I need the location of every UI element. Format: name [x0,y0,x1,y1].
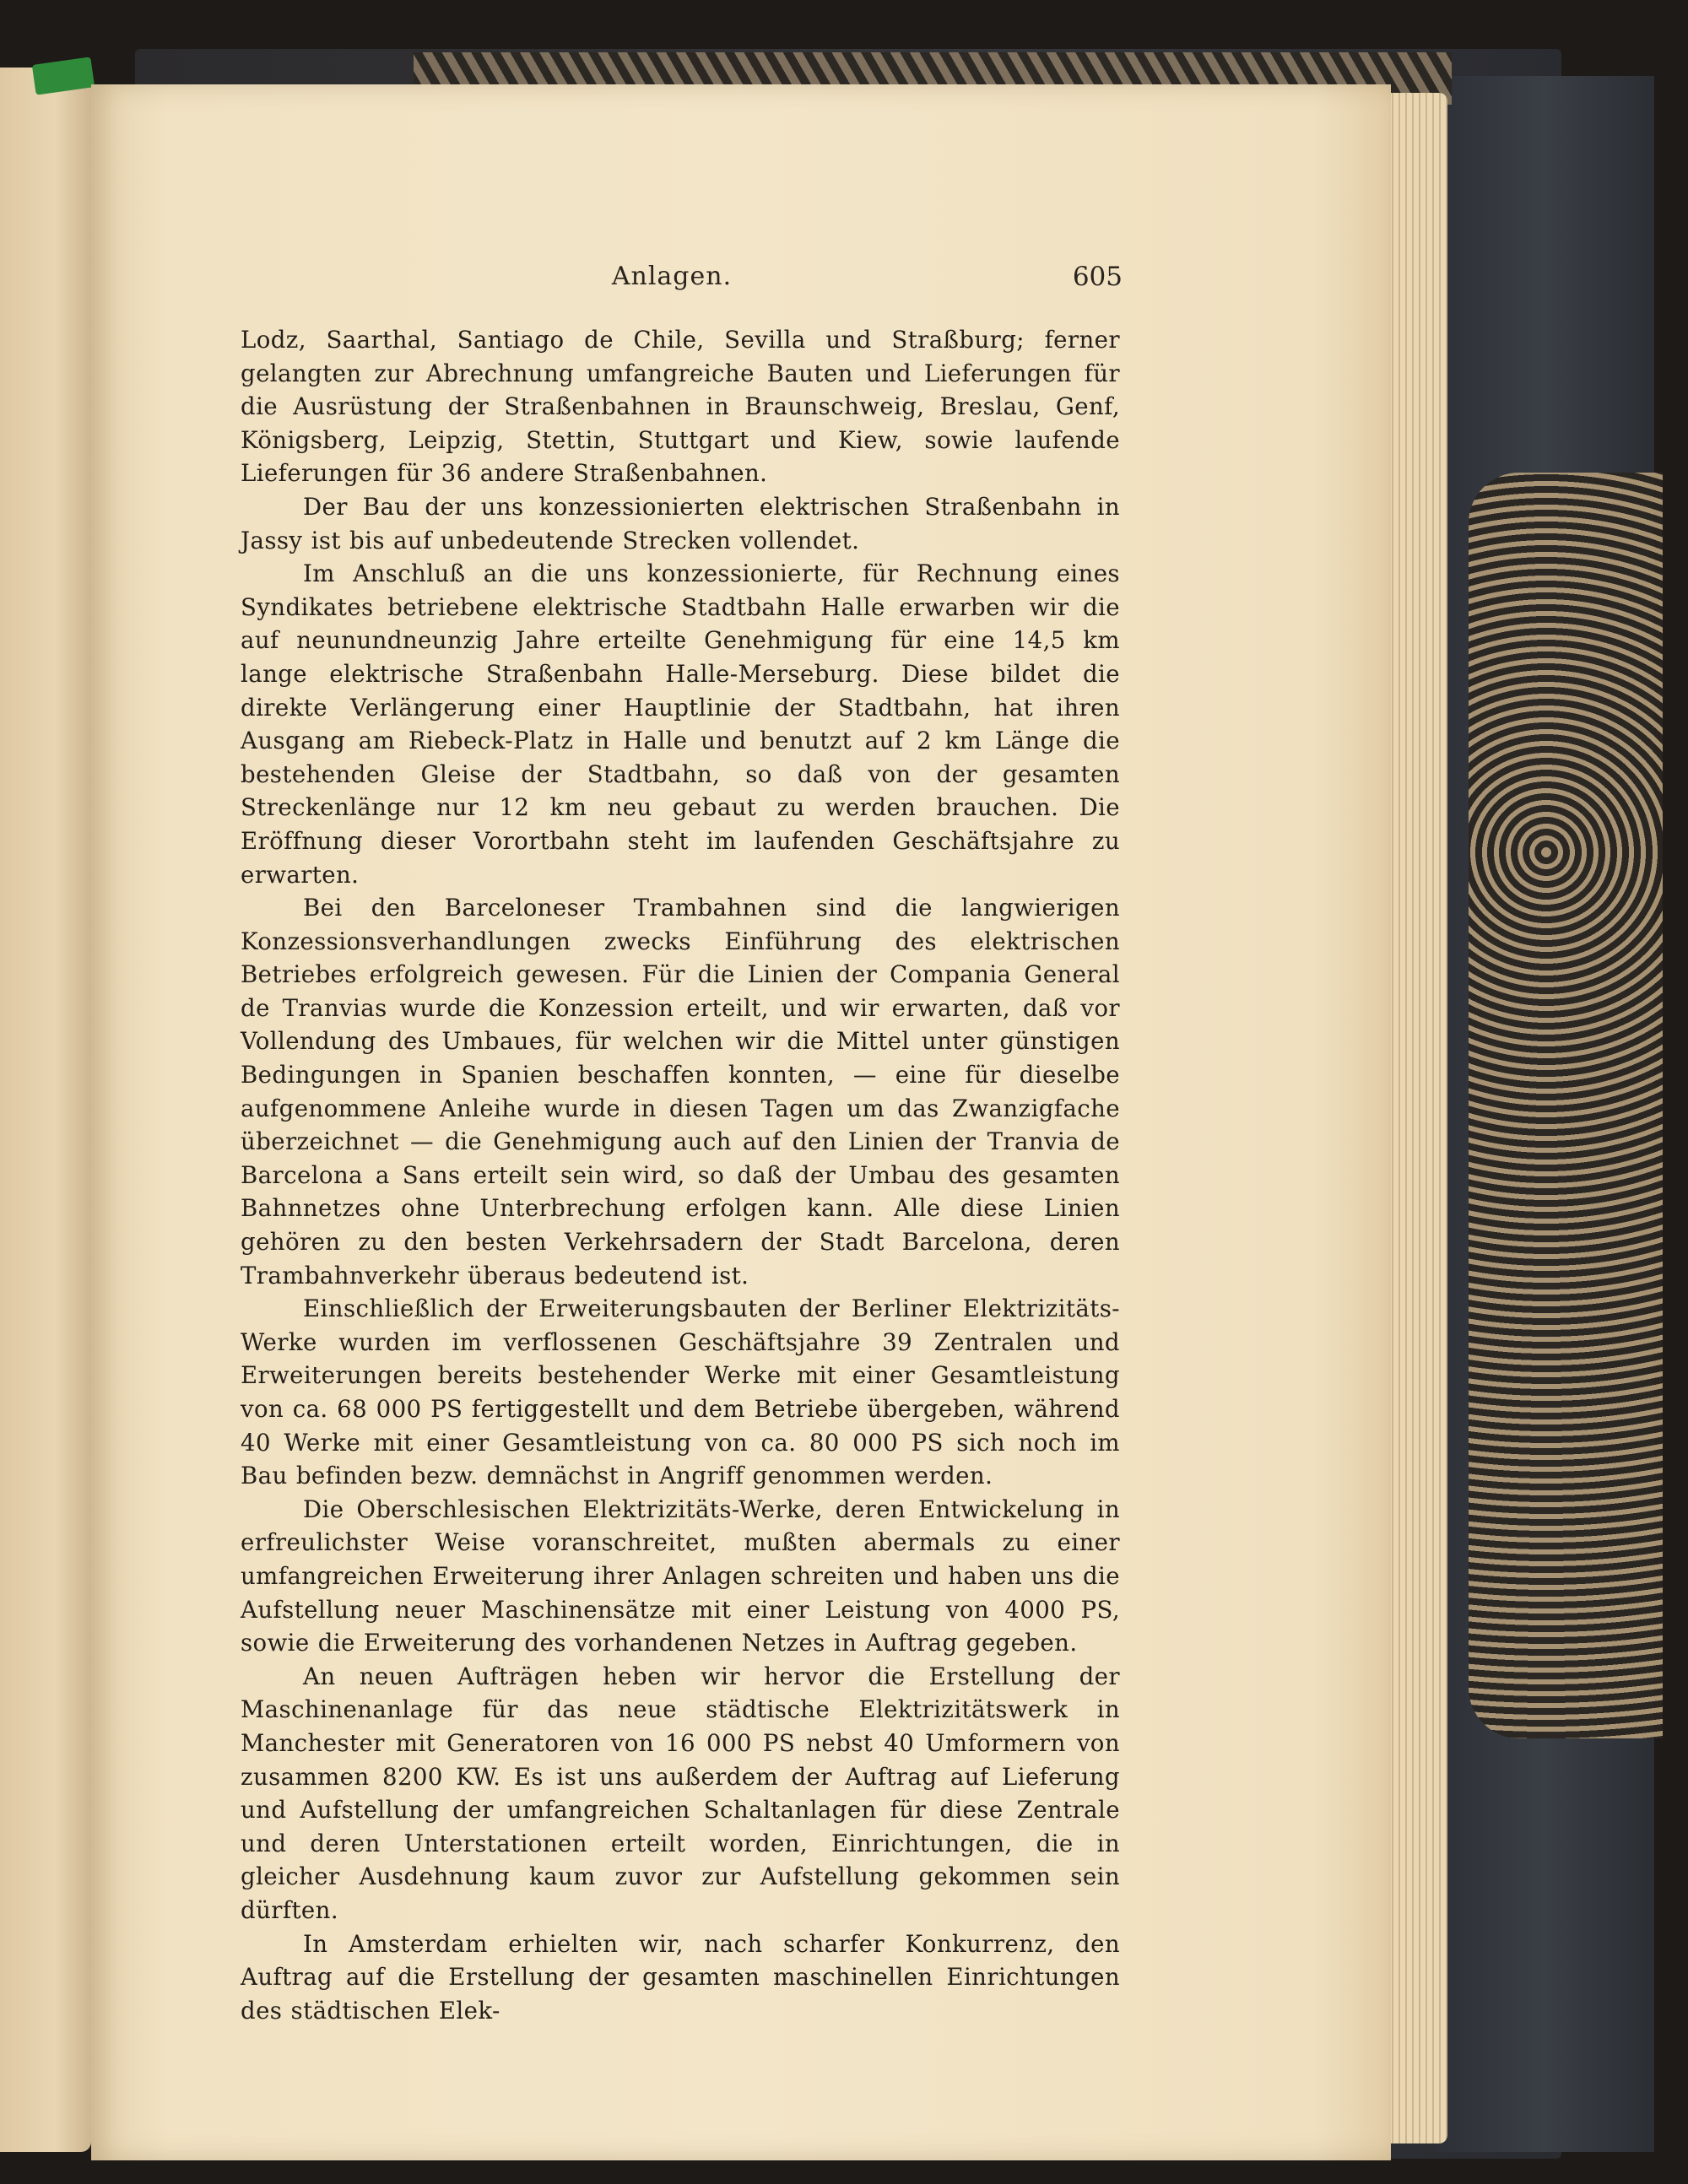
facing-page-edge [0,68,91,2152]
page-number: 605 [1072,262,1123,292]
paragraph: Die Oberschlesischen Elektrizitäts-Werke, deren Entwickelung in erfreulichster Weise voranschreitet, mußten abermals zu einer umfangreichen Erweiterung ihrer Anlagen schreiten und haben uns die Aufstellung neuer Maschinensätze mit einer Leistung von 4000 PS, sowie die Erweiterung des vorhandenen Netzes in Auftrag gegeben. [241,1495,1120,1657]
page-header [221,262,1123,304]
paragraph: Einschließlich der Erweiterungsbauten der Berliner Elektrizitäts-Werke wurden im verflossenen Geschäftsjahre 39 Zentralen und Erweiterungen bereits bestehender Werke mit einer Gesamtleistung von ca. 68 000 PS fertiggestellt und dem Betriebe übergeben, während 40 Werke mit einer Gesamtleistung von ca. 80 000 PS sich noch im Bau befinden bezw. demnächst in Angriff genommen werden. [241,1295,1120,1490]
paragraph: Lodz, Saarthal, Santiago de Chile, Sevilla und Straßburg; ferner gelangten zur Abrechnung umfangreiche Bauten und Lieferungen für die Ausrüstung der Straßenbahnen in Braunschweig, Breslau, Genf, Königsberg, Leipzig, Stettin, Stuttgart und Kiew, sowie laufende Lieferungen für 36 andere Straßenbahnen. [241,326,1120,488]
paragraph: Bei den Barceloneser Trambahnen sind die langwierigen Konzessionsverhandlungen zwecks Einführung des elektrischen Betriebes erfolgreich gewesen. Für die Linien der Compania General de Tranvias wurde die Konzession erteilt, und wir erwarten, daß vor Vollendung des Umbaues, für welchen wir die Mittel unter günstigen Bedingungen in Spanien beschaffen konnten, — eine für dieselbe aufgenommene Anleihe wurde in diesen Tagen um das Zwanzigfache überzeichnet — die Genehmigung auch auf den Linien der Tranvia de Barcelona a Sans erteilt sein wird, so daß der Umbau des gesamten Bahnnetzes ohne Unterbrechung erfolgen kann. Alle diese Linien gehören zu den besten Verkehrsadern der Stadt Barcelona, deren Trambahnverkehr überaus bedeutend ist. [241,894,1120,1289]
running-head: Anlagen. [611,262,733,291]
paragraph: An neuen Aufträgen heben wir hervor die Erstellung der Maschinenanlage für das neue städtische Elektrizitätswerk in Manchester mit Generatoren von 16 000 PS nebst 40 Umformern von zusammen 8200 KW. Es ist uns außerdem der Auftrag auf Lieferung und Aufstellung der umfangreichen Schaltanlagen für diese Zentrale und deren Unterstationen erteilt worden, Einrichtungen, die in gleicher Ausdehnung kaum zuvor zur Aufstellung gekommen sein dürften. [241,1662,1120,1924]
paragraph: Im Anschluß an die uns konzessionierte, für Rechnung eines Syndikates betriebene elektrische Stadtbahn Halle erwarben wir die auf neunundneunzig Jahre erteilte Genehmigung für eine 14,5 km lange elektrische Straßenbahn Halle-Merseburg. Diese bildet die direkte Verlängerung einer Hauptlinie der Stadtbahn, hat ihren Ausgang am Riebeck-Platz in Halle und benutzt auf 2 km Länge die bestehenden Gleise der Stadtbahn, so daß von der gesamten Streckenlänge nur 12 km neu gebaut zu werden brauchen. Die Eröffnung dieser Vorortbahn steht im laufenden Geschäftsjahre zu erwarten. [241,560,1120,889]
body-text [241,323,1120,2027]
paragraph: In Amsterdam erhielten wir, nach scharfer Konkurrenz, den Auftrag auf die Erstellung der gesamten maschinellen Einrichtungen des städtischen Elek- [241,1929,1120,2025]
paragraph: Der Bau der uns konzessionierten elektrischen Straßenbahn in Jassy ist bis auf unbedeutende Strecken vollendet. [241,492,1120,554]
cover-pattern-right [1469,473,1663,1738]
